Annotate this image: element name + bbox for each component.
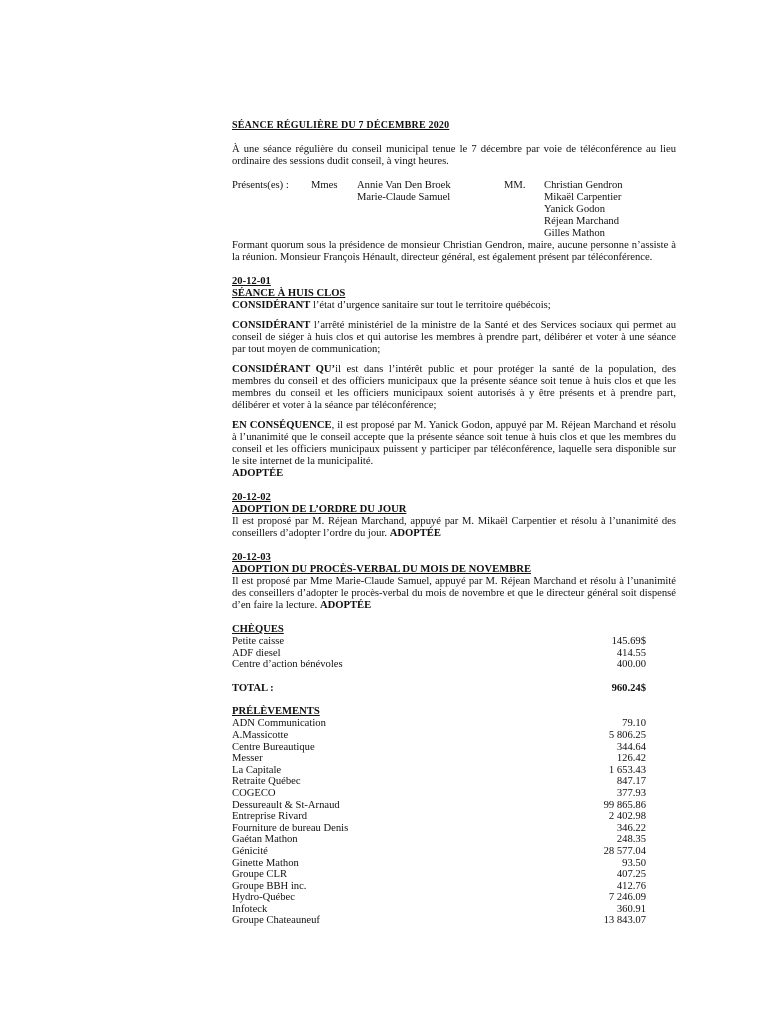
prelevement-row <box>232 915 676 927</box>
adopted-label: ADOPTÉE <box>232 468 284 479</box>
amount-value: 28 577.04 <box>603 845 646 857</box>
cheques-total-row <box>232 683 676 695</box>
amount-value: 145.69$ <box>611 636 646 647</box>
total-amount: 960.24$ <box>611 682 646 694</box>
payee-label: Centre d’action bénévoles <box>232 659 343 671</box>
amount-value: 414.55 <box>616 647 646 659</box>
amount-value: 847.17 <box>616 776 646 788</box>
resolution-number: 20-12-03 <box>232 552 271 563</box>
payee-label: Entreprise Rivard <box>232 811 308 823</box>
presents-block <box>232 180 676 240</box>
mm-name: Yanick Godon <box>544 204 606 215</box>
document-content <box>232 120 676 927</box>
mmes-name: Marie-Claude Samuel <box>357 192 451 203</box>
mm-name: Réjean Marchand <box>544 216 620 227</box>
prelevement-row <box>232 881 676 893</box>
mm-name: Mikaël Carpentier <box>544 192 622 203</box>
resolution-title: SÉANCE À HUIS CLOS <box>232 288 346 299</box>
consequence-paragraph: EN CONSÉQUENCE, il est proposé par M. Yanick Godon, appuyé par M. Réjean Marchand et résolu à l’unanimité que le conseil accepte que la présente séance soit tenue à huis clos et que les membres du conseil et les officiers municipaux puissent y participer par téléconférence, laquelle sera disponible sur le site internet de la municipalité. <box>232 420 676 467</box>
cheques-list <box>232 636 676 671</box>
payee-label: Gaétan Mathon <box>232 834 298 846</box>
payee-label: ADN Communication <box>232 718 326 730</box>
payee-label: Ginette Mathon <box>232 857 299 869</box>
prelevement-row <box>232 834 676 846</box>
considerant-1: CONSIDÉRANT l’état d’urgence sanitaire sur tout le territoire québécois; <box>232 300 551 311</box>
amount-value: 360.91 <box>616 903 646 915</box>
prelevements-list <box>232 718 676 927</box>
amount-value: 5 806.25 <box>608 729 646 741</box>
payee-label: Génicité <box>232 845 268 857</box>
amount-value: 126.42 <box>616 753 646 765</box>
prelevement-row <box>232 765 676 777</box>
payee-label: Centre Bureautique <box>232 741 315 753</box>
payee-label: Hydro-Québec <box>232 892 295 904</box>
cheque-row <box>232 659 676 671</box>
amount-value: 99 865.86 <box>603 799 646 811</box>
prelevement-row <box>232 858 676 870</box>
prelevement-row <box>232 904 676 916</box>
mmes-list <box>357 180 451 204</box>
amount-value: 1 653.43 <box>608 764 646 776</box>
mm-name: Gilles Mathon <box>544 228 605 239</box>
amount-value: 412.76 <box>616 880 646 892</box>
amount-value: 7 246.09 <box>608 892 646 904</box>
prelevement-row <box>232 718 676 730</box>
payee-label: COGECO <box>232 787 276 799</box>
prelevements-heading: PRÉLÈVEMENTS <box>232 706 320 718</box>
intro-paragraph: À une séance régulière du conseil municipal tenue le 7 décembre par voie de téléconférence au lieu ordinaire des sessions dudit conseil, à vingt heures. <box>232 144 676 167</box>
payee-label: La Capitale <box>232 764 282 776</box>
mm-label: MM. <box>504 180 526 191</box>
amount-value: 377.93 <box>616 787 646 799</box>
document-title: SÉANCE RÉGULIÈRE DU 7 DÉCEMBRE 2020 <box>232 120 450 131</box>
payee-label: Groupe BBH inc. <box>232 880 307 892</box>
cheque-row <box>232 648 676 660</box>
resolution-number: 20-12-02 <box>232 492 271 503</box>
considerant-2: CONSIDÉRANT l’arrêté ministériel de la ministre de la Santé et des Services sociaux qui permet au conseil de siéger à huis clos et qui autorise les membres à prendre part, délibérer et voter à une séance par tout moyen de communication; <box>232 320 676 355</box>
payee-label: Groupe CLR <box>232 869 288 881</box>
cheque-row <box>232 636 676 648</box>
considerant-3: CONSIDÉRANT QU’il est dans l’intérêt public et pour protéger la santé de la population, des membres du conseil et des officiers municipaux que la présente séance soit tenue à huis clos et que les membres du conseil et les officiers municipaux soient autorisés à y être présents et à prendre part, délibérer et voter à la séance par téléconférence; <box>232 364 676 411</box>
payee-label: Petite caisse <box>232 636 285 647</box>
amount-value: 2 402.98 <box>608 811 646 823</box>
resolution-number: 20-12-01 <box>232 276 271 287</box>
amount-value: 93.50 <box>622 857 646 869</box>
prelevement-row <box>232 788 676 800</box>
cheques-heading: CHÈQUES <box>232 624 284 635</box>
amount-value: 79.10 <box>622 718 646 730</box>
resolution-title: ADOPTION DU PROCÈS-VERBAL DU MOIS DE NOVEMBRE <box>232 564 532 575</box>
mmes-name: Annie Van Den Broek <box>357 180 451 191</box>
presents-label: Présents(es) : <box>232 180 289 191</box>
prelevement-row <box>232 811 676 823</box>
payee-label: Messer <box>232 753 263 765</box>
payee-label: Fourniture de bureau Denis <box>232 822 349 834</box>
mm-list <box>544 180 623 240</box>
payee-label: Infoteck <box>232 903 268 915</box>
prelevement-row <box>232 823 676 835</box>
prelevement-row <box>232 846 676 858</box>
total-label: TOTAL : <box>232 682 274 694</box>
amount-value: 407.25 <box>616 869 646 881</box>
payee-label: Groupe Chateauneuf <box>232 915 320 927</box>
amount-value: 13 843.07 <box>603 915 646 927</box>
amount-value: 346.22 <box>616 822 646 834</box>
prelevement-row <box>232 776 676 788</box>
resolution-text: Il est proposé par M. Réjean Marchand, appuyé par M. Mikaël Carpentier et résolu à l’unanimité des conseillers d’adopter l’ordre du jour. ADOPTÉE <box>232 516 676 539</box>
prelevement-row <box>232 742 676 754</box>
amount-value: 248.35 <box>616 834 646 846</box>
quorum-paragraph: Formant quorum sous la présidence de monsieur Christian Gendron, maire, aucune personne n’assiste à la réunion. Monsieur François Hénault, directeur général, est également présent par téléconférence. <box>232 240 676 263</box>
payee-label: Dessureault & St-Arnaud <box>232 799 340 811</box>
prelevement-row <box>232 869 676 881</box>
resolution-text: Il est proposé par Mme Marie-Claude Samuel, appuyé par M. Réjean Marchand et résolu à l’unanimité des conseillers d’adopter le procès-verbal du mois de novembre et que le directeur général soit dispensé d’en faire la lecture. ADOPTÉE <box>232 576 676 611</box>
amount-value: 344.64 <box>616 741 646 753</box>
payee-label: ADF diesel <box>232 647 281 659</box>
mm-name: Christian Gendron <box>544 180 623 191</box>
amount-value: 400.00 <box>616 659 646 671</box>
prelevement-row <box>232 892 676 904</box>
prelevement-row <box>232 800 676 812</box>
payee-label: Retraite Québec <box>232 776 301 788</box>
prelevement-row <box>232 753 676 765</box>
mmes-label: Mmes <box>311 180 338 191</box>
payee-label: A.Massicotte <box>232 729 289 741</box>
resolution-title: ADOPTION DE L’ORDRE DU JOUR <box>232 504 407 515</box>
prelevement-row <box>232 730 676 742</box>
